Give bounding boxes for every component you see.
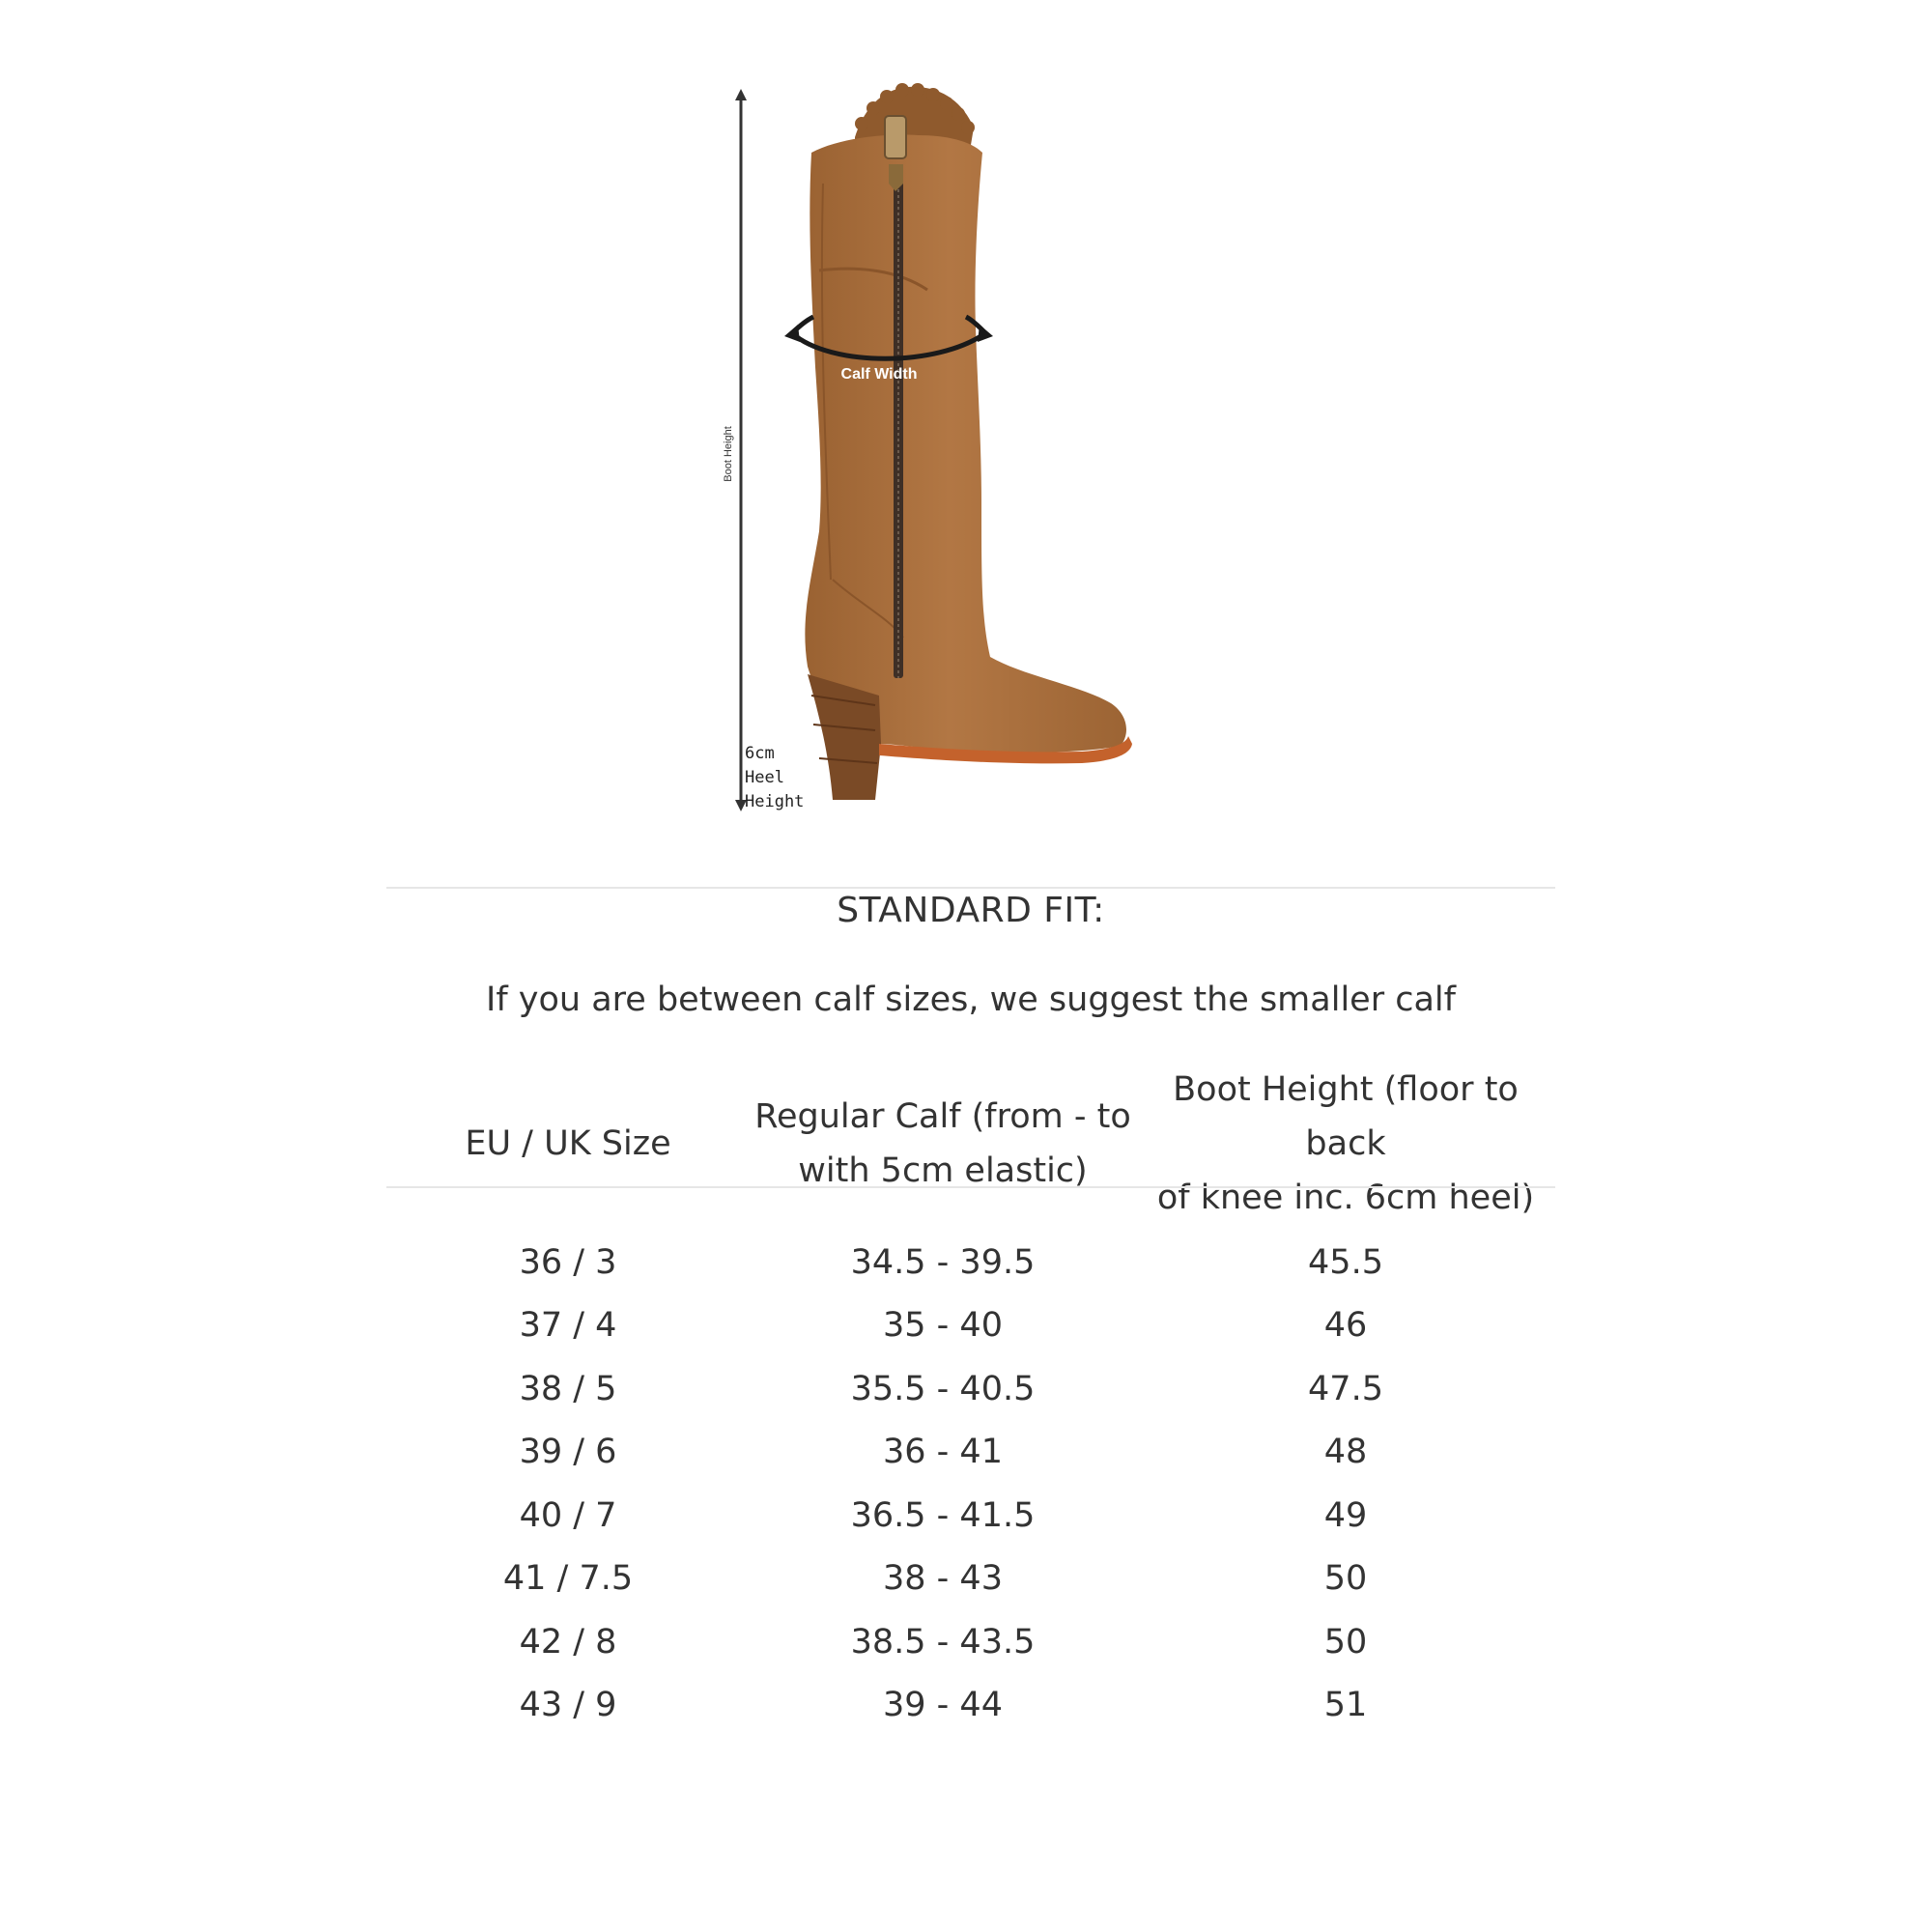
boot-heel bbox=[808, 674, 881, 800]
header-line: with 5cm elastic) bbox=[798, 1151, 1088, 1190]
calf-width-label: Calf Width bbox=[840, 366, 918, 383]
header-boot-height bbox=[1136, 1063, 1555, 1225]
table-row bbox=[386, 1484, 1555, 1548]
cell-size: 43 / 9 bbox=[519, 1686, 617, 1725]
table-row bbox=[386, 1421, 1555, 1485]
table-row bbox=[386, 1294, 1555, 1358]
cell-size: 42 / 8 bbox=[519, 1622, 617, 1662]
cell-height: 48 bbox=[1323, 1433, 1368, 1472]
header-eu-uk-size bbox=[386, 1063, 750, 1225]
cell-height: 49 bbox=[1323, 1495, 1368, 1535]
header-line: of knee inc. 6cm heel) bbox=[1156, 1179, 1535, 1217]
cell-calf: 35.5 - 40.5 bbox=[850, 1369, 1036, 1408]
heel-height-label-line1: 6cm bbox=[745, 744, 775, 763]
cell-calf: 38.5 - 43.5 bbox=[850, 1622, 1036, 1662]
header-divider bbox=[386, 1186, 1555, 1188]
cell-size: 36 / 3 bbox=[519, 1242, 617, 1282]
cell-size: 37 / 4 bbox=[519, 1306, 617, 1346]
boot-illustration bbox=[696, 77, 1236, 850]
cell-height: 50 bbox=[1323, 1622, 1368, 1662]
cell-height: 51 bbox=[1323, 1686, 1368, 1725]
cell-calf: 34.5 - 39.5 bbox=[850, 1242, 1036, 1282]
cell-calf: 38 - 43 bbox=[883, 1559, 1003, 1599]
cell-calf: 36.5 - 41.5 bbox=[850, 1495, 1036, 1535]
table-row bbox=[386, 1225, 1555, 1294]
cell-height: 50 bbox=[1323, 1559, 1368, 1599]
cell-size: 39 / 6 bbox=[519, 1433, 617, 1472]
fit-title: STANDARD FIT: bbox=[837, 891, 1105, 930]
cell-size: 38 / 5 bbox=[519, 1369, 617, 1408]
top-divider bbox=[386, 887, 1555, 889]
cell-calf: 36 - 41 bbox=[883, 1433, 1003, 1472]
header-regular-calf bbox=[750, 1063, 1136, 1225]
cell-size: 41 / 7.5 bbox=[502, 1559, 634, 1599]
cell-height: 45.5 bbox=[1308, 1242, 1383, 1282]
cell-height: 47.5 bbox=[1308, 1369, 1383, 1408]
table-header-row bbox=[386, 1063, 1555, 1225]
table-row bbox=[386, 1674, 1555, 1738]
heel-height-label-line2: Heel bbox=[745, 768, 784, 787]
fit-note: If you are between calf sizes, we suggest the smaller calf bbox=[486, 980, 1456, 1019]
table-row bbox=[386, 1357, 1555, 1421]
header-line: EU / UK Size bbox=[465, 1124, 671, 1163]
boot-height-line bbox=[735, 89, 747, 811]
cell-size: 40 / 7 bbox=[519, 1495, 617, 1535]
heel-height-label-line3: Height bbox=[745, 792, 805, 811]
cell-calf: 35 - 40 bbox=[883, 1306, 1003, 1346]
boot-body bbox=[805, 135, 1126, 753]
cell-height: 46 bbox=[1323, 1306, 1368, 1346]
cell-calf: 39 - 44 bbox=[883, 1686, 1003, 1725]
header-line: Regular Calf (from - to bbox=[754, 1097, 1131, 1136]
header-line: Boot Height (floor to back bbox=[1173, 1070, 1519, 1163]
size-table bbox=[386, 1063, 1555, 1737]
boot-height-label: Boot Height bbox=[723, 426, 734, 482]
table-row bbox=[386, 1548, 1555, 1611]
table-row bbox=[386, 1610, 1555, 1674]
